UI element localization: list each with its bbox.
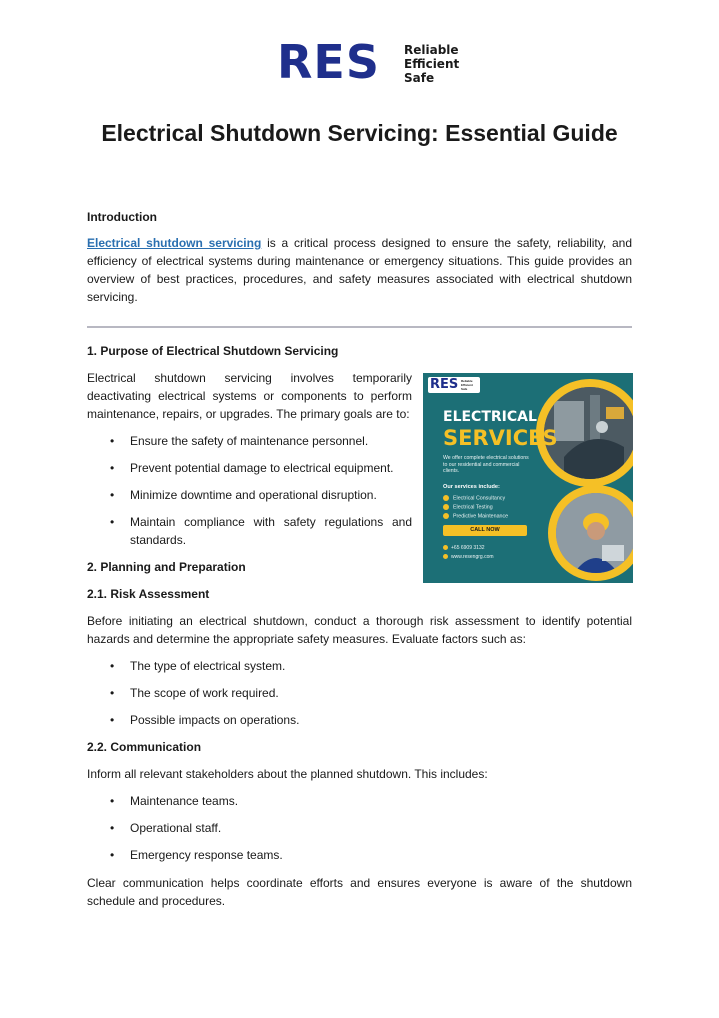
divider (87, 326, 632, 328)
check-icon (443, 513, 449, 519)
intro-paragraph (87, 234, 632, 306)
ad-service-item: Electrical Testing (443, 504, 493, 510)
logo-tagline-1: Reliable (404, 43, 459, 57)
section2-2-paragraph: Inform all relevant stakeholders about the planned shutdown. This includes: (87, 767, 488, 781)
section2-1-paragraph: Before initiating an electrical shutdown, conduct a thorough risk assessment to identify potential hazards and determine the appropriate safety measures. Evaluate factors such as: (87, 614, 632, 646)
ad-call-now-button: CALL NOW (443, 525, 527, 536)
ad-phone: +65 6909 3132 (443, 545, 485, 551)
ad-blurb: We offer complete electrical solutions to our residential and commercial clients. (443, 455, 529, 474)
ad-title-line2: SERVICES (443, 426, 558, 450)
shutdown-servicing-link[interactable]: Electrical shutdown servicing (87, 236, 262, 250)
intro-rest: efficiency of electrical systems during maintenance or emergency situations. This guide provides an overview of best practices, procedures, and safety measures associated with electrical shutdown servicing. (87, 254, 632, 304)
logo-tagline-3: Safe (404, 71, 435, 85)
phone-icon (443, 545, 448, 550)
ad-includes-heading: Our services include: (443, 484, 500, 490)
check-icon (443, 504, 449, 510)
electrical-services-ad (423, 373, 633, 583)
ad-logo-mark: RES (430, 377, 459, 392)
ad-logo-tagline: Reliable Efficient Safe (461, 379, 473, 391)
section2-heading: 2. Planning and Preparation (87, 560, 246, 574)
intro-heading: Introduction (87, 210, 157, 224)
ad-title-line1: ELECTRICAL (443, 409, 537, 425)
res-logo (277, 35, 467, 89)
section2-2-closing: Clear communication helps coordinate efforts and ensures everyone is aware of the shutdown schedule and procedures. (87, 876, 632, 908)
ad-logo (428, 377, 480, 393)
section1-paragraph: Electrical shutdown servicing involves temporarily deactivating electrical systems or components to perform maintenance, repairs, or upgrades. The primary goals are to: (87, 371, 412, 421)
intro-line1: is a critical process designed to ensure the safety, reliability, and (261, 236, 632, 250)
section2-1-heading: 2.1. Risk Assessment (87, 587, 210, 601)
ad-service-item: Electrical Consultancy (443, 495, 505, 501)
logo-mark: RES (277, 35, 380, 89)
ad-website: www.resengrg.com (443, 554, 494, 560)
logo-tagline-2: Efficient (404, 57, 460, 71)
page-title: Electrical Shutdown Servicing: Essential Guide (101, 120, 618, 146)
logo-tagline (404, 43, 459, 85)
ad-service-item: Predictive Maintenance (443, 513, 508, 519)
section2-2-heading: 2.2. Communication (87, 740, 202, 754)
check-icon (443, 495, 449, 501)
section1-heading: 1. Purpose of Electrical Shutdown Servicing (87, 344, 339, 358)
document-page: RES Reliable Efficient Safe Electrical Shutdown Servicing: Essential Guide Introduction Electrical shutdown servicing is a critical process designed to ensure the safety, reliability, and efficiency of electrical systems during maintenance or emergency situations. This guide provides an overview of best practices, procedures, and safety measures associated with electrical shutdown servicing. 1. Purpose of Electrical Shutdown Servicing Electrical shutdown servicing involves temporarily deactivating electrical systems or components to perform maintenance, repairs, or upgrades. The primary goals are to: • Ensure the safety of maintenance personnel. • Prevent potential damage to electrical equipment. • Minimize downtime and operational disruption. • Maintain compliance with safety regulations and standards. RES Reliable Efficient Safe ELECTRICAL SERVICES We offer complete electrical solutions to our residential and commercial clients. Our services include: Electrical Consultancy Electrical Testing Predictive Maintenance CALL NOW +65 6909 3132 www.resengrg.com 2. Planning and Preparation 2.1. Risk Assessment Before initiating an electrical shutdown, conduct a thorough risk assessment to identify potential hazards and determine the appropriate safety measures. Evaluate factors such as: • The type of electrical system. • The scope of work required. • Possible impacts on operations. 2.2. Communication Inform all relevant stakeholders about the planned shutdown. This includes: • Maintenance teams. • Operational staff. • Emergency response teams. Clear communication helps coordinate efforts and ensures everyone is aware of the shutdown schedule and procedures. (0, 0, 719, 1018)
